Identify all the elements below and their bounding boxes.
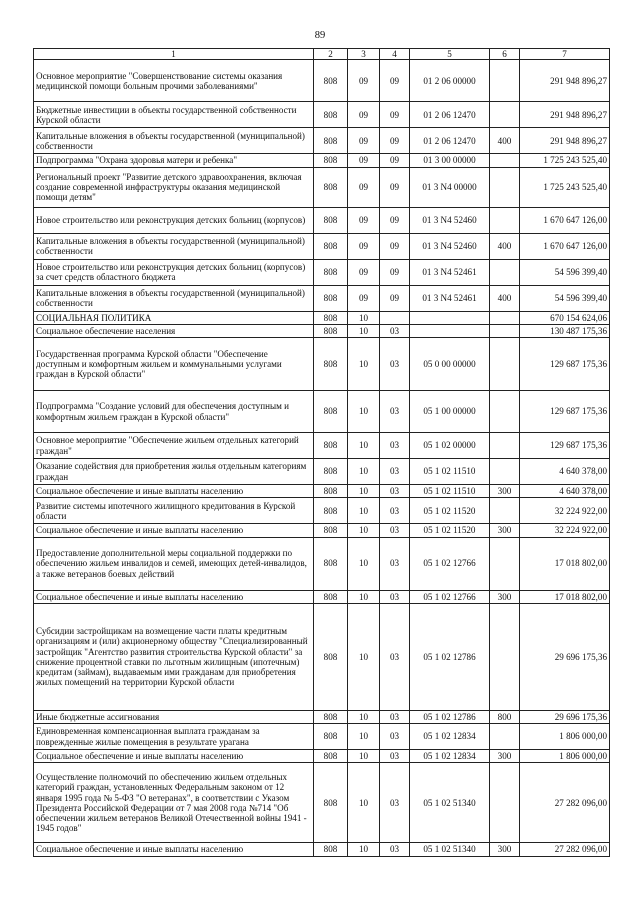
table-row bbox=[34, 459, 610, 485]
subsection-code-cell: 09 bbox=[380, 285, 410, 311]
item-name-cell: Государственная программа Курской области "Обеспечение доступным и комфортным жильем и коммунальными услугами граждан в Курской области" bbox=[34, 338, 314, 391]
subsection-code-cell: 03 bbox=[380, 710, 410, 723]
target-article-code-cell: 05 1 02 51340 bbox=[410, 843, 490, 856]
expense-type-code-cell: 300 bbox=[490, 524, 520, 537]
section-code-cell: 10 bbox=[348, 843, 380, 856]
subsection-code-cell: 03 bbox=[380, 459, 410, 485]
ministry-code-cell: 808 bbox=[314, 154, 348, 167]
subsection-code-cell: 03 bbox=[380, 391, 410, 433]
target-article-code-cell: 05 1 02 11510 bbox=[410, 459, 490, 485]
expense-type-code-cell: 800 bbox=[490, 710, 520, 723]
item-name-cell: Иные бюджетные ассигнования bbox=[34, 710, 314, 723]
ministry-code-cell: 808 bbox=[314, 724, 348, 750]
section-code-cell: 09 bbox=[348, 154, 380, 167]
item-name-cell: Социальное обеспечение и иные выплаты населению bbox=[34, 843, 314, 856]
expense-type-code-cell bbox=[490, 537, 520, 590]
target-article-code-cell: 05 1 02 00000 bbox=[410, 433, 490, 459]
amount-cell: 17 018 802,00 bbox=[520, 590, 610, 603]
subsection-code-cell: 03 bbox=[380, 324, 410, 337]
expense-type-code-cell bbox=[490, 763, 520, 843]
target-article-code-cell: 05 1 02 11520 bbox=[410, 498, 490, 524]
amount-cell: 1 806 000,00 bbox=[520, 724, 610, 750]
table-row bbox=[34, 338, 610, 391]
expense-type-code-cell bbox=[490, 391, 520, 433]
table-row bbox=[34, 128, 610, 154]
target-article-code-cell: 01 2 06 00000 bbox=[410, 60, 490, 102]
amount-cell: 54 596 399,40 bbox=[520, 259, 610, 285]
item-name-cell: Социальное обеспечение населения bbox=[34, 324, 314, 337]
header-row bbox=[34, 49, 610, 60]
section-code-cell: 10 bbox=[348, 763, 380, 843]
expense-type-code-cell bbox=[490, 167, 520, 207]
table-row bbox=[34, 603, 610, 710]
section-code-cell: 10 bbox=[348, 338, 380, 391]
target-article-code-cell: 05 1 02 12766 bbox=[410, 537, 490, 590]
subsection-code-cell: 09 bbox=[380, 207, 410, 233]
header-col-4: 4 bbox=[380, 49, 410, 60]
header-col-5: 5 bbox=[410, 49, 490, 60]
subsection-code-cell: 09 bbox=[380, 167, 410, 207]
header-col-2: 2 bbox=[314, 49, 348, 60]
item-name-cell: Социальное обеспечение и иные выплаты населению bbox=[34, 524, 314, 537]
table-row bbox=[34, 433, 610, 459]
expense-type-code-cell bbox=[490, 603, 520, 710]
item-name-cell: Социальное обеспечение и иные выплаты населению bbox=[34, 590, 314, 603]
target-article-code-cell: 01 3 00 00000 bbox=[410, 154, 490, 167]
target-article-code-cell: 01 3 N4 52461 bbox=[410, 285, 490, 311]
target-article-code-cell: 05 1 02 12766 bbox=[410, 590, 490, 603]
subsection-code-cell: 03 bbox=[380, 433, 410, 459]
table-row bbox=[34, 485, 610, 498]
ministry-code-cell: 808 bbox=[314, 603, 348, 710]
table-row bbox=[34, 843, 610, 856]
item-name-cell: Социальное обеспечение и иные выплаты населению bbox=[34, 750, 314, 763]
ministry-code-cell: 808 bbox=[314, 285, 348, 311]
amount-cell: 32 224 922,00 bbox=[520, 498, 610, 524]
ministry-code-cell: 808 bbox=[314, 167, 348, 207]
amount-cell: 4 640 378,00 bbox=[520, 459, 610, 485]
ministry-code-cell: 808 bbox=[314, 207, 348, 233]
ministry-code-cell: 808 bbox=[314, 338, 348, 391]
amount-cell: 129 687 175,36 bbox=[520, 391, 610, 433]
item-name-cell: Региональный проект "Развитие детского здравоохранения, включая создание современной инфраструктуры оказания медицинской помощи детям" bbox=[34, 167, 314, 207]
subsection-code-cell: 03 bbox=[380, 485, 410, 498]
table-row bbox=[34, 285, 610, 311]
table-row bbox=[34, 102, 610, 128]
section-code-cell: 09 bbox=[348, 207, 380, 233]
subsection-code-cell bbox=[380, 311, 410, 324]
table-row bbox=[34, 524, 610, 537]
budget-table bbox=[33, 48, 610, 857]
expense-type-code-cell bbox=[490, 60, 520, 102]
amount-cell: 1 725 243 525,40 bbox=[520, 154, 610, 167]
item-name-cell: Социальное обеспечение и иные выплаты населению bbox=[34, 485, 314, 498]
subsection-code-cell: 03 bbox=[380, 498, 410, 524]
item-name-cell: Развитие системы ипотечного жилищного кредитования в Курской области bbox=[34, 498, 314, 524]
expense-type-code-cell: 400 bbox=[490, 285, 520, 311]
table-header bbox=[34, 49, 610, 60]
subsection-code-cell: 03 bbox=[380, 524, 410, 537]
amount-cell: 29 696 175,36 bbox=[520, 603, 610, 710]
item-name-cell: Субсидии застройщикам на возмещение части платы кредитным организациям и (или) акционерному обществу "Специализированный застройщик "Агентство развития строительства Курской области" за снижение процентной ставки по льготным жилищным (ипотечным) кредитам (займам), выдаваемым ими гражданам для приобретения жилых помещений на территории Курской области bbox=[34, 603, 314, 710]
header-col-3: 3 bbox=[348, 49, 380, 60]
amount-cell: 670 154 624,06 bbox=[520, 311, 610, 324]
table-row bbox=[34, 763, 610, 843]
target-article-code-cell: 01 3 N4 52461 bbox=[410, 259, 490, 285]
ministry-code-cell: 808 bbox=[314, 485, 348, 498]
target-article-code-cell: 05 0 00 00000 bbox=[410, 338, 490, 391]
target-article-code-cell: 01 2 06 12470 bbox=[410, 128, 490, 154]
subsection-code-cell: 09 bbox=[380, 259, 410, 285]
item-name-cell: Подпрограмма "Охрана здоровья матери и ребенка" bbox=[34, 154, 314, 167]
ministry-code-cell: 808 bbox=[314, 311, 348, 324]
amount-cell: 17 018 802,00 bbox=[520, 537, 610, 590]
expense-type-code-cell bbox=[490, 102, 520, 128]
item-name-cell: Основное мероприятие "Обеспечение жильем отдельных категорий граждан" bbox=[34, 433, 314, 459]
ministry-code-cell: 808 bbox=[314, 128, 348, 154]
expense-type-code-cell bbox=[490, 498, 520, 524]
item-name-cell: СОЦИАЛЬНАЯ ПОЛИТИКА bbox=[34, 311, 314, 324]
target-article-code-cell: 05 1 02 11520 bbox=[410, 524, 490, 537]
page-number: 89 bbox=[314, 30, 326, 41]
section-code-cell: 09 bbox=[348, 102, 380, 128]
expense-type-code-cell: 400 bbox=[490, 233, 520, 259]
item-name-cell: Капитальные вложения в объекты государственной (муниципальной) собственности bbox=[34, 128, 314, 154]
target-article-code-cell bbox=[410, 311, 490, 324]
section-code-cell: 10 bbox=[348, 324, 380, 337]
subsection-code-cell: 03 bbox=[380, 843, 410, 856]
subsection-code-cell: 09 bbox=[380, 233, 410, 259]
ministry-code-cell: 808 bbox=[314, 524, 348, 537]
table-row bbox=[34, 710, 610, 723]
item-name-cell: Капитальные вложения в объекты государственной (муниципальной) собственности bbox=[34, 233, 314, 259]
header-col-7: 7 bbox=[520, 49, 610, 60]
amount-cell: 129 687 175,36 bbox=[520, 338, 610, 391]
target-article-code-cell bbox=[410, 324, 490, 337]
table-body bbox=[34, 60, 610, 856]
section-code-cell: 10 bbox=[348, 459, 380, 485]
table-row bbox=[34, 537, 610, 590]
expense-type-code-cell bbox=[490, 311, 520, 324]
expense-type-code-cell bbox=[490, 324, 520, 337]
ministry-code-cell: 808 bbox=[314, 459, 348, 485]
amount-cell: 1 806 000,00 bbox=[520, 750, 610, 763]
amount-cell: 1 725 243 525,40 bbox=[520, 167, 610, 207]
item-name-cell: Единовременная компенсационная выплата гражданам за поврежденные жилые помещения в результате урагана bbox=[34, 724, 314, 750]
section-code-cell: 10 bbox=[348, 537, 380, 590]
table-row bbox=[34, 311, 610, 324]
table-row bbox=[34, 590, 610, 603]
table-row bbox=[34, 60, 610, 102]
subsection-code-cell: 03 bbox=[380, 603, 410, 710]
ministry-code-cell: 808 bbox=[314, 233, 348, 259]
amount-cell: 1 670 647 126,00 bbox=[520, 207, 610, 233]
table-row bbox=[34, 259, 610, 285]
target-article-code-cell: 01 3 N4 00000 bbox=[410, 167, 490, 207]
section-code-cell: 09 bbox=[348, 233, 380, 259]
table-row bbox=[34, 724, 610, 750]
section-code-cell: 10 bbox=[348, 524, 380, 537]
ministry-code-cell: 808 bbox=[314, 102, 348, 128]
target-article-code-cell: 01 2 06 12470 bbox=[410, 102, 490, 128]
subsection-code-cell: 03 bbox=[380, 750, 410, 763]
table-row bbox=[34, 233, 610, 259]
table-row bbox=[34, 498, 610, 524]
section-code-cell: 10 bbox=[348, 485, 380, 498]
section-code-cell: 10 bbox=[348, 603, 380, 710]
section-code-cell: 09 bbox=[348, 60, 380, 102]
item-name-cell: Оказание содействия для приобретения жилья отдельным категориям граждан bbox=[34, 459, 314, 485]
subsection-code-cell: 09 bbox=[380, 60, 410, 102]
target-article-code-cell: 05 1 02 12786 bbox=[410, 710, 490, 723]
expense-type-code-cell: 300 bbox=[490, 485, 520, 498]
subsection-code-cell: 09 bbox=[380, 154, 410, 167]
expense-type-code-cell bbox=[490, 259, 520, 285]
header-col-6: 6 bbox=[490, 49, 520, 60]
ministry-code-cell: 808 bbox=[314, 843, 348, 856]
subsection-code-cell: 03 bbox=[380, 590, 410, 603]
item-name-cell: Бюджетные инвестиции в объекты государственной собственности Курской области bbox=[34, 102, 314, 128]
amount-cell: 291 948 896,27 bbox=[520, 128, 610, 154]
item-name-cell: Новое строительство или реконструкция детских больниц (корпусов) за счет средств областного бюджета bbox=[34, 259, 314, 285]
section-code-cell: 10 bbox=[348, 724, 380, 750]
target-article-code-cell: 05 1 02 51340 bbox=[410, 763, 490, 843]
subsection-code-cell: 03 bbox=[380, 338, 410, 391]
amount-cell: 4 640 378,00 bbox=[520, 485, 610, 498]
ministry-code-cell: 808 bbox=[314, 750, 348, 763]
section-code-cell: 09 bbox=[348, 259, 380, 285]
table-row bbox=[34, 324, 610, 337]
subsection-code-cell: 03 bbox=[380, 763, 410, 843]
expense-type-code-cell: 300 bbox=[490, 590, 520, 603]
subsection-code-cell: 09 bbox=[380, 128, 410, 154]
ministry-code-cell: 808 bbox=[314, 498, 348, 524]
section-code-cell: 10 bbox=[348, 433, 380, 459]
table-row bbox=[34, 154, 610, 167]
section-code-cell: 10 bbox=[348, 710, 380, 723]
section-code-cell: 10 bbox=[348, 498, 380, 524]
amount-cell: 1 670 647 126,00 bbox=[520, 233, 610, 259]
target-article-code-cell: 05 1 02 12786 bbox=[410, 603, 490, 710]
target-article-code-cell: 05 1 02 11510 bbox=[410, 485, 490, 498]
table-row bbox=[34, 167, 610, 207]
ministry-code-cell: 808 bbox=[314, 710, 348, 723]
table-row bbox=[34, 207, 610, 233]
item-name-cell: Новое строительство или реконструкция детских больниц (корпусов) bbox=[34, 207, 314, 233]
ministry-code-cell: 808 bbox=[314, 590, 348, 603]
expense-type-code-cell bbox=[490, 338, 520, 391]
ministry-code-cell: 808 bbox=[314, 537, 348, 590]
section-code-cell: 09 bbox=[348, 167, 380, 207]
amount-cell: 291 948 896,27 bbox=[520, 102, 610, 128]
expense-type-code-cell: 300 bbox=[490, 750, 520, 763]
expense-type-code-cell bbox=[490, 724, 520, 750]
amount-cell: 29 696 175,36 bbox=[520, 710, 610, 723]
section-code-cell: 09 bbox=[348, 128, 380, 154]
item-name-cell: Капитальные вложения в объекты государственной (муниципальной) собственности bbox=[34, 285, 314, 311]
section-code-cell: 10 bbox=[348, 391, 380, 433]
ministry-code-cell: 808 bbox=[314, 433, 348, 459]
amount-cell: 27 282 096,00 bbox=[520, 763, 610, 843]
target-article-code-cell: 05 1 02 12834 bbox=[410, 750, 490, 763]
expense-type-code-cell bbox=[490, 433, 520, 459]
target-article-code-cell: 01 3 N4 52460 bbox=[410, 233, 490, 259]
section-code-cell: 10 bbox=[348, 311, 380, 324]
item-name-cell: Подпрограмма "Создание условий для обеспечения доступным и комфортным жильем граждан в Курской области" bbox=[34, 391, 314, 433]
ministry-code-cell: 808 bbox=[314, 391, 348, 433]
item-name-cell: Осуществление полномочий по обеспечению жильем отдельных категорий граждан, установленных Федеральным законом от 12 января 1995 года № 5-ФЗ "О ветеранах", в соответствии с Указом Президента Российской Федерации от 7 мая 2008 года №714 "Об обеспечении жильем ветеранов Великой Отечественной войны 1941 - 1945 годов" bbox=[34, 763, 314, 843]
amount-cell: 291 948 896,27 bbox=[520, 60, 610, 102]
expense-type-code-cell bbox=[490, 459, 520, 485]
amount-cell: 32 224 922,00 bbox=[520, 524, 610, 537]
expense-type-code-cell bbox=[490, 154, 520, 167]
ministry-code-cell: 808 bbox=[314, 60, 348, 102]
subsection-code-cell: 03 bbox=[380, 537, 410, 590]
subsection-code-cell: 03 bbox=[380, 724, 410, 750]
amount-cell: 27 282 096,00 bbox=[520, 843, 610, 856]
header-col-1: 1 bbox=[34, 49, 314, 60]
expense-type-code-cell: 300 bbox=[490, 843, 520, 856]
section-code-cell: 10 bbox=[348, 750, 380, 763]
amount-cell: 129 687 175,36 bbox=[520, 433, 610, 459]
table-row bbox=[34, 391, 610, 433]
target-article-code-cell: 05 1 02 12834 bbox=[410, 724, 490, 750]
section-code-cell: 10 bbox=[348, 590, 380, 603]
section-code-cell: 09 bbox=[348, 285, 380, 311]
amount-cell: 130 487 175,36 bbox=[520, 324, 610, 337]
expense-type-code-cell bbox=[490, 207, 520, 233]
target-article-code-cell: 01 3 N4 52460 bbox=[410, 207, 490, 233]
table-row bbox=[34, 750, 610, 763]
ministry-code-cell: 808 bbox=[314, 763, 348, 843]
target-article-code-cell: 05 1 00 00000 bbox=[410, 391, 490, 433]
subsection-code-cell: 09 bbox=[380, 102, 410, 128]
amount-cell: 54 596 399,40 bbox=[520, 285, 610, 311]
item-name-cell: Основное мероприятие "Совершенствование системы оказания медицинской помощи больным прочими заболеваниями" bbox=[34, 60, 314, 102]
ministry-code-cell: 808 bbox=[314, 324, 348, 337]
ministry-code-cell: 808 bbox=[314, 259, 348, 285]
expense-type-code-cell: 400 bbox=[490, 128, 520, 154]
item-name-cell: Предоставление дополнительной меры социальной поддержки по обеспечению жильем инвалидов и семей, имеющих детей-инвалидов, а также ветеранов боевых действий bbox=[34, 537, 314, 590]
